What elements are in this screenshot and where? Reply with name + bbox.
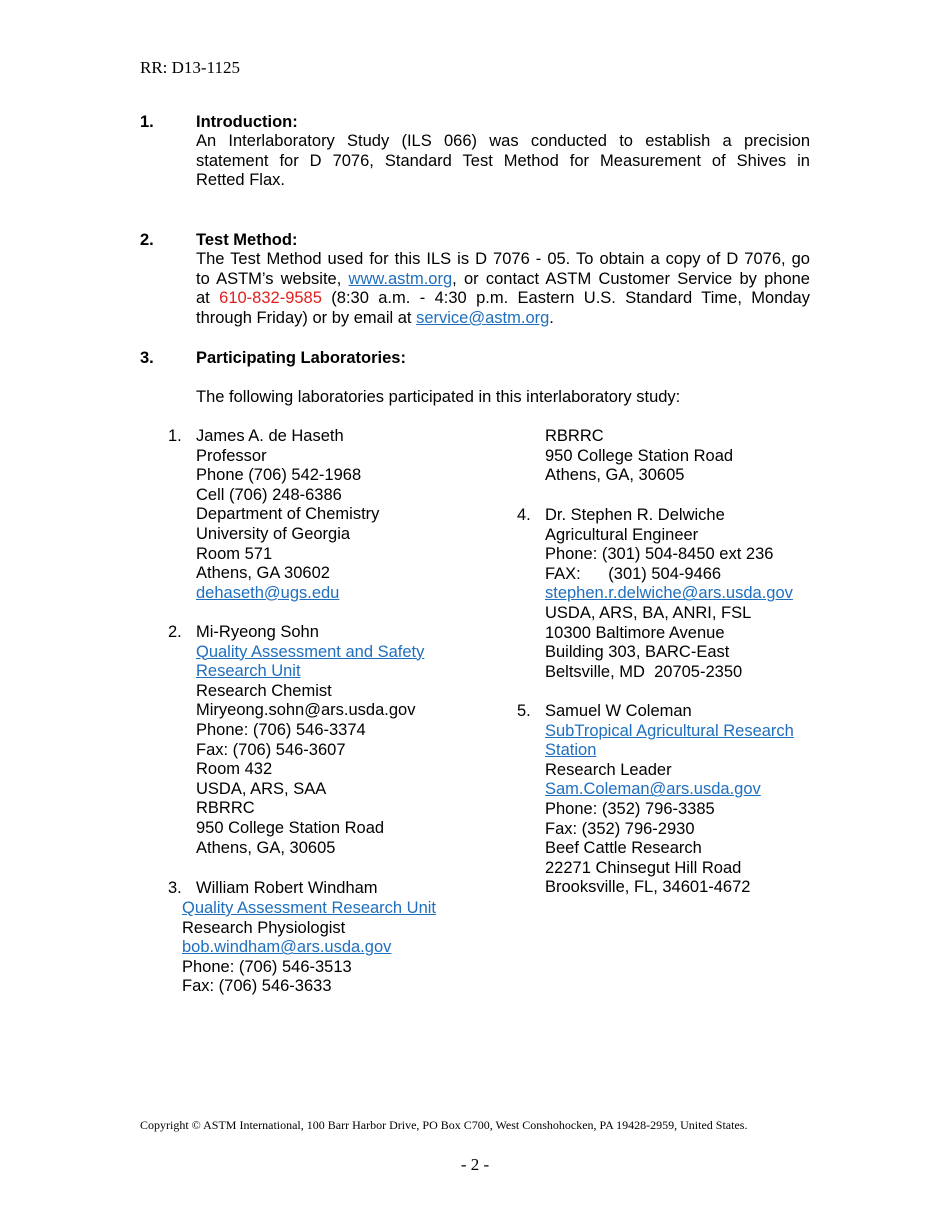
text-fragment: , or contact ASTM Customer Service by phone xyxy=(452,269,810,288)
lab-1-line: Phone (706) 542-1968 xyxy=(196,466,362,485)
lab-1-entry xyxy=(196,427,379,603)
lab-1-number: 1. xyxy=(168,427,182,445)
text-fragment: at xyxy=(196,289,220,308)
section-3-intro: The following laboratories participated in this interlaboratory study: xyxy=(196,388,681,406)
lab-3-unit-link[interactable]: Quality Assessment Research Unit xyxy=(182,899,437,917)
lab-4-line: Agricultural Engineer xyxy=(545,525,699,544)
lab-2-name: Mi-Ryeong Sohn xyxy=(196,623,319,641)
lab-2-line: Athens, GA, 30605 xyxy=(196,838,336,857)
lab-4-line: Building 303, BARC-East xyxy=(545,643,730,662)
lab-2-line: Fax: (706) 546-3607 xyxy=(196,740,346,759)
lab-1-line: Professor xyxy=(196,446,267,465)
lab-4-line: USDA, ARS, BA, ANRI, FSL xyxy=(545,603,752,622)
lab-3-number: 3. xyxy=(168,879,182,897)
lab-4-line: Phone: (301) 504-8450 ext 236 xyxy=(545,545,774,564)
lab-5-entry xyxy=(545,702,794,898)
report-id: RR: D13-1125 xyxy=(140,58,240,77)
lab-5-number: 5. xyxy=(517,702,531,720)
section-1-body xyxy=(196,132,810,191)
lab-3-line: Phone: (706) 546-3513 xyxy=(182,957,352,976)
lab-3-name: William Robert Windham xyxy=(196,879,378,897)
lab-5-line: Beef Cattle Research xyxy=(545,839,702,858)
lab-3-line: Athens, GA, 30605 xyxy=(545,466,685,485)
lab-1-name: James A. de Haseth xyxy=(196,427,344,445)
page-number: - 2 - xyxy=(460,1155,490,1174)
lab-2-line: Research Chemist xyxy=(196,681,332,700)
lab-5-line: 22271 Chinsegut Hill Road xyxy=(545,858,742,877)
lab-1-line: Athens, GA 30602 xyxy=(196,564,330,583)
section-2-body xyxy=(196,250,810,328)
lab-1-line: Room 571 xyxy=(196,544,273,563)
lab-3-line: RBRRC xyxy=(545,427,604,445)
lab-4-number: 4. xyxy=(517,506,531,524)
section-2-number: 2. xyxy=(140,231,154,249)
lab-5-line: Fax: (352) 796-2930 xyxy=(545,819,695,838)
lab-1-line: Department of Chemistry xyxy=(196,505,380,524)
section-1-heading: Introduction: xyxy=(196,113,298,131)
section-1-number: 1. xyxy=(140,113,154,131)
section-1-line: statement for D 7076, Standard Test Method for Measurement of Shives in xyxy=(196,151,810,170)
lab-3-line: Fax: (706) 546-3633 xyxy=(182,977,332,996)
text-fragment: through Friday) or by email at xyxy=(196,308,417,327)
text-fragment: to ASTM’s website, xyxy=(196,269,349,288)
lab-5-name: Samuel W Coleman xyxy=(545,702,692,720)
lab-2-line: 950 College Station Road xyxy=(196,818,385,837)
lab-4-line: FAX: (301) 504-9466 xyxy=(545,564,722,583)
section-1-line: Retted Flax. xyxy=(196,171,285,190)
section-3-heading: Participating Laboratories: xyxy=(196,349,406,367)
lab-5-station-link[interactable]: SubTropical Agricultural Research xyxy=(545,721,794,740)
copyright-footer: Copyright © ASTM International, 100 Barr Harbor Drive, PO Box C700, West Conshohocken, PA 19428-2959, United States. xyxy=(140,1118,748,1132)
lab-3-line: Research Physiologist xyxy=(182,918,346,937)
lab-1-email-link[interactable]: dehaseth@ugs.edu xyxy=(196,583,340,602)
section-2-line xyxy=(196,289,810,309)
lab-3-line: 950 College Station Road xyxy=(545,446,734,465)
section-1-line: An Interlaboratory Study (ILS 066) was conducted to establish a precision xyxy=(196,132,810,150)
lab-4-line: 10300 Baltimore Avenue xyxy=(545,623,725,642)
lab-2-line: Phone: (706) 546-3374 xyxy=(196,720,366,739)
lab-2-number: 2. xyxy=(168,623,182,641)
customer-service-phone: 610-832-9585 xyxy=(219,289,322,308)
lab-1-line: Cell (706) 248-6386 xyxy=(196,485,342,504)
text-fragment: . xyxy=(549,308,554,327)
section-2-line xyxy=(196,309,810,329)
section-2-line: The Test Method used for this ILS is D 7076 - 05. To obtain a copy of D 7076, go xyxy=(196,250,810,268)
lab-5-email-link[interactable]: Sam.Coleman@ars.usda.gov xyxy=(545,780,761,799)
lab-2-unit-link[interactable]: Research Unit xyxy=(196,662,301,681)
lab-2-entry xyxy=(196,623,424,858)
lab-5-line: Brooksville, FL, 34601-4672 xyxy=(545,878,751,897)
lab-2-line: RBRRC xyxy=(196,799,255,818)
lab-4-email-link[interactable]: stephen.r.delwiche@ars.usda.gov xyxy=(545,584,793,603)
lab-5-station-link[interactable]: Station xyxy=(545,741,597,760)
lab-5-line: Phone: (352) 796-3385 xyxy=(545,799,715,818)
lab-3-entry xyxy=(182,899,436,997)
lab-2-line: USDA, ARS, SAA xyxy=(196,779,327,798)
astm-website-link[interactable]: www.astm.org xyxy=(348,269,453,288)
lab-3-address-continuation xyxy=(545,427,733,486)
lab-5-line: Research Leader xyxy=(545,760,672,779)
lab-4-line: Beltsville, MD 20705-2350 xyxy=(545,662,743,681)
section-2-heading: Test Method: xyxy=(196,231,298,249)
lab-2-line: Room 432 xyxy=(196,760,273,779)
lab-2-unit-link[interactable]: Quality Assessment and Safety xyxy=(196,642,425,661)
lab-3-email-link[interactable]: bob.windham@ars.usda.gov xyxy=(182,938,392,957)
lab-2-line: Miryeong.sohn@ars.usda.gov xyxy=(196,701,416,720)
lab-1-line: University of Georgia xyxy=(196,524,351,543)
section-2-line xyxy=(196,270,810,290)
text-fragment: (8:30 a.m. - 4:30 p.m. Eastern U.S. Standard Time, Monday xyxy=(321,289,810,308)
lab-4-name: Dr. Stephen R. Delwiche xyxy=(545,506,725,524)
section-3-number: 3. xyxy=(140,349,154,367)
service-email-link[interactable]: service@astm.org xyxy=(416,308,550,327)
lab-4-entry xyxy=(545,506,793,682)
